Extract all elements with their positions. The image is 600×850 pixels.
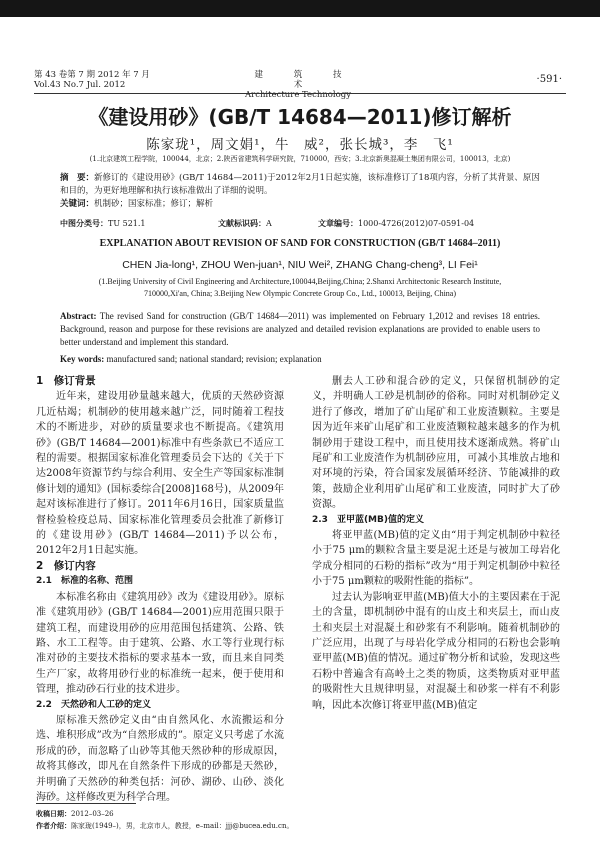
subsection-2-1-title: 2.1 标准的名称、范围 <box>36 576 133 587</box>
english-affiliations: (1.Beijing University of Civil Engineering and Architecture,100044,Beijing,China; 2.Shanxi Architectonic Research Institute, 710000,Xi'an, China; 3.Beijing New Olympic Concrete Group Co., Ltd., 100013, Beijing, China) <box>98 277 502 298</box>
clc-number: 中图分类号：TU 521.1 <box>60 218 146 228</box>
keywords-cn <box>60 198 540 211</box>
received-date: 收稿日期：2012–03–26 <box>36 809 114 818</box>
english-abstract-label: Abstract: <box>60 311 97 321</box>
section-1-paragraph: 近年来，建设用砂量越来越大，优质的天然砂资源几近枯竭；机制砂的使用越来越广泛，同时随着工程技术的不断进步，对砂的质量要求也不断提高。《建筑用砂》(GB/T 14684—2001)标准中有些条款已不适应工程的需要。根据国家标准化管理委员会下达的《关于下达2008年资源节约与综合利用、安全生产等国家标准制修计划的通知》(国标委综合[2008]168号)，从2009年起对该标准进行了修订。2011年6月16日，国家质量监督检验检疫总局、国家标准化管理委员会批准了新修订的《建设用砂》(GB/T 14684—2011)予以公布，2012年2月1日起实施。 <box>36 391 284 557</box>
section-2-1-paragraph: 本标准名称由《建筑用砂》改为《建设用砂》。原标准《建筑用砂》(GB/T 14684—2001)应用范围只限于建筑工程，而建设用砂的应用范围包括建筑、公路、铁路、水工工程等。由于建筑、公路、水工等行业现行标准对砂的主要技术指标的要求基本一致，而且来自同类生产厂家，故将用砂行业的标准统一起来，便于使用和管理，推动砂石行业的技术进步。 <box>36 591 284 696</box>
english-abstract <box>60 310 540 349</box>
header-rule <box>34 93 566 94</box>
journal-en: Architecture Technology <box>245 90 351 100</box>
article-number: 文章编号：1000-4726(2012)07-0591-04 <box>318 218 475 228</box>
subsection-2-2-title: 2.2 天然砂和人工砂的定义 <box>36 699 151 710</box>
abstract-paragraph <box>60 172 540 198</box>
body-column-right <box>312 374 560 713</box>
journal-cn: 建 筑 技 术 <box>254 70 356 90</box>
body-column-left <box>36 374 284 803</box>
page-number: ·591· <box>536 74 562 85</box>
english-authors: CHEN Jia-long¹, ZHOU Wen-juan¹, NIU Wei², ZHANG Chang-cheng³, LI Fei¹ <box>122 259 478 271</box>
journal-name-header <box>238 70 358 100</box>
volume-cn: 第 43 卷第 7 期 2012 年 7 月 <box>34 70 150 80</box>
english-title: EXPLANATION ABOUT REVISION OF SAND FOR CONSTRUCTION (GB/T 14684–2011) <box>99 238 501 249</box>
section-2-2-paragraph-2: 删去人工砂和混合砂的定义，只保留机制砂的定义，并明确人工砂是机制砂的俗称。同时对机制砂定义进行了修改，增加了矿山尾矿和工业废渣颗粒。主要是因为近年来矿山尾矿和工业废渣颗粒越来越多的作为机制砂用于建设工程中，而且使用技术逐渐成熟。将矿山尾矿和工业废渣作为机制砂应用，可减小其堆放占地和对环境的污染，符合国家发展循环经济、节能减排的政策，鼓励企业利用矿山尾矿和工业废渣，同时扩大了砂资源。 <box>312 376 560 511</box>
section-1-title: 1 修订背景 <box>36 375 96 387</box>
english-keywords: Key words: manufactured sand; national standard; revision; explanation <box>60 354 322 364</box>
abstract-text: 新修订的《建设用砂》(GB/T 14684—2011)于2012年2月1日起实施，该标准修订了18项内容，分析了其背景、原因和目的，为更好地理解和执行该标准做出了详细的说明。 <box>60 173 540 196</box>
english-abstract-text: The revised Sand for construction (GB/T 14684—2011) was implemented on February 1,2012 and revises 18 entries. Background, reason and purpose for these revisions are analyzed and detailed revision explanations are provided to enable users to better understand and implement this standard. <box>60 311 540 347</box>
keywords-text: 机制砂；国家标准；修订；解析 <box>94 199 214 209</box>
keywords-label: 关键词： <box>60 199 95 209</box>
subsection-2-3-title: 2.3 亚甲蓝(MB)值的定义 <box>312 514 424 525</box>
paper-title: 《建设用砂》(GB/T 14684—2011)修订解析 <box>88 105 512 129</box>
abstract-label: 摘 要： <box>60 173 95 183</box>
author-list: 陈家珑¹，周文娟¹，牛 威²，张长城³，李 飞¹ <box>146 137 454 153</box>
author-intro: 作者介绍：陈家珑(1949–)，男，北京市人，教授，e–mail：jjj@bucea.edu.cn。 <box>36 821 294 830</box>
section-2-2-paragraph-start: 原标准天然砂定义由“由自然风化、水流搬运和分选、堆积形成”改为“自然形成的”。原定义只考虑了水流形成的砂，而忽略了山砂等其他天然砂种的形成原因，故将其修改，即凡在自然条件下形成的砂都是天然砂，并明确了天然砂的种类包括：河砂、湖砂、山砂、淡化海砂。这样修改更为科学合理。 <box>36 714 284 803</box>
affiliations: (1.北京建筑工程学院，100044，北京；2.陕西省建筑科学研究院，710000，西安；3.北京新奥混凝土集团有限公司，100013，北京) <box>89 155 511 163</box>
section-2-3-paragraph-1: 将亚甲蓝(MB)值的定义由“用于判定机制砂中粒径小于75 μm的颗粒含量主要是泥土还是与被加工母岩化学成分相同的石粉的指标”改为“用于判定机制砂中粒径小于75 μm颗粒的吸附性能的指标”。 <box>312 530 560 588</box>
section-2-title: 2 修订内容 <box>36 559 96 572</box>
journal-volume-header <box>34 70 150 90</box>
section-2-3-paragraph-2: 过去认为影响亚甲蓝(MB)值大小的主要因素在于泥土的含量，即机制砂中混有的山皮土和夹层土，而山皮土和夹层土对混凝土和砂浆有不利影响。随着机制砂的广泛应用，出现了与母岩化学成分相同的石粉也会影响亚甲蓝(MB)值的情况。通过矿物分析和试验，发现这些石粉中普遍含有高岭土之类的物质，这类物质对亚甲蓝的吸附性大且规律明显，对混凝土和砂浆一样有不利影响，因此本次修订将亚甲蓝(MB)值定 <box>312 591 560 711</box>
footnote-rule <box>36 803 136 804</box>
abstract-cn <box>60 172 540 211</box>
document-code: 文献标识码：A <box>218 218 272 228</box>
top-black-bar <box>0 0 600 17</box>
volume-en: Vol.43 No.7 Jul. 2012 <box>34 80 126 90</box>
